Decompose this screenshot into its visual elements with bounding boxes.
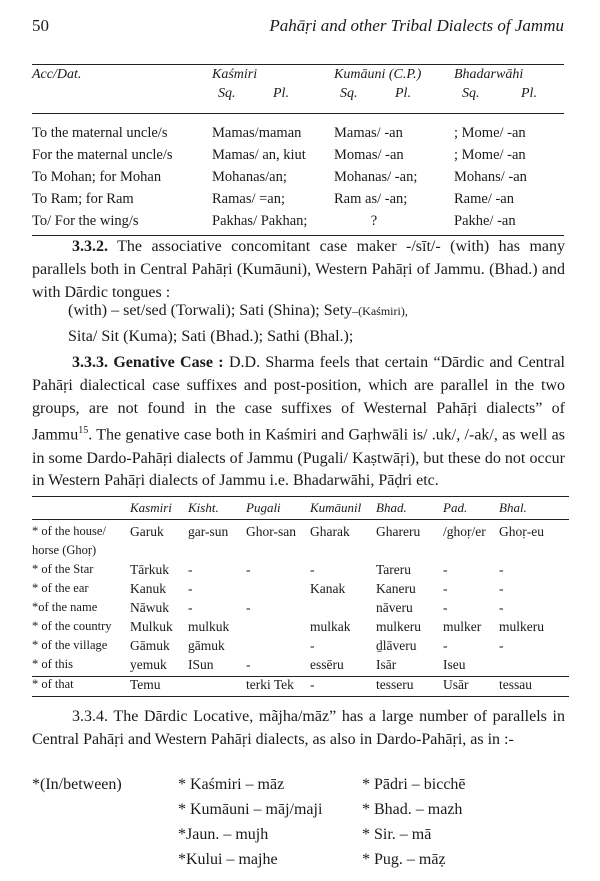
table-row: To Mohan; for Mohan Mohanas/an; Mohanas/ -an; Mohans/ -an xyxy=(32,168,527,185)
sub-sg: Sq. xyxy=(340,85,358,101)
locative-label: *(In/between) xyxy=(32,776,122,793)
acc-dat-table xyxy=(32,64,564,236)
example-line-2: Sita/ Sit (Kuma); Sati (Bhad.); Sathi (Bhal.); xyxy=(68,328,354,345)
sub-sg: Sq. xyxy=(462,85,480,101)
locative-item: * Bhad. – mazh xyxy=(362,801,463,818)
table-row: *of the name Nāwuk - - nāveru - - xyxy=(32,600,504,615)
locative-item: * Sir. – mā xyxy=(362,826,432,843)
table2-head: Kumāunil xyxy=(310,500,362,515)
table1-head-case: Acc/Dat. xyxy=(32,66,82,82)
table2-head: Kisht. xyxy=(188,500,219,515)
section-number: 3.3.4. xyxy=(72,708,108,725)
section-heading: Genative Case : xyxy=(113,354,224,371)
table1-head-kumauni: Kumāuni (C.P.) xyxy=(334,66,422,82)
section-number: 3.3.2. xyxy=(72,238,108,255)
sub-sg: Sq. xyxy=(218,85,236,101)
table-row: horse (Ghoṛ) xyxy=(32,543,97,557)
running-title: Pahāṛi and other Tribal Dialects of Jammu xyxy=(269,16,564,35)
sub-pl: Pl. xyxy=(521,85,537,101)
table-row: * of the village Gāmuk gāmuk - ḏlāveru - - xyxy=(32,638,504,653)
table1-sub-kasmiri xyxy=(212,84,334,114)
paragraph-text: The associative concomitant case maker -/sīt/- (with) has many parallels both in Central Pahāṛi (Kumāuni), Western Pahāṛi of Jammu. (Bhad.) and with Dārdic tongues : xyxy=(32,238,565,301)
section-number: 3.3.3. xyxy=(72,354,108,371)
page-number: 50 xyxy=(32,16,49,35)
page-header xyxy=(32,16,564,42)
locative-item: * Pug. – māẓ xyxy=(362,851,446,868)
table-row: * of the house/ Garuk gar-sun Ghor-san Gharak Ghareru /ghoṛ/er Ghoṛ-eu xyxy=(32,524,544,539)
sub-pl: Pl. xyxy=(273,85,289,101)
locative-item: * Kaśmiri – māz xyxy=(178,776,285,793)
table-row: * of the country Mulkuk mulkuk mulkak mulkeru mulker mulkeru xyxy=(32,619,544,634)
table2-head: Bhad. xyxy=(376,500,407,515)
table1-head-kasmiri: Kaśmiri xyxy=(212,66,258,82)
table2-head: Pad. xyxy=(443,500,468,515)
example-line-1: (with) – set/sed (Torwali); Sati (Shina); Sety–(Kaśmiri), xyxy=(68,302,408,319)
table-row: * of that Temu terki Tek - tesseru Usār tessau xyxy=(32,677,569,697)
table2-head: Bhal. xyxy=(499,500,527,515)
table-row: For the maternal uncle/s Mamas/ an, kiut Momas/ -an ; Mome/ -an xyxy=(32,146,526,163)
table-row: To the maternal uncle/s Mamas/maman Mamas/ -an ; Mome/ -an xyxy=(32,124,526,141)
table-row: * of the ear Kanuk - Kanak Kaneru - - xyxy=(32,581,504,596)
table1-sub-bhadarwahi xyxy=(454,84,564,114)
paragraph-3-3-2 xyxy=(32,236,565,304)
footnote-ref: 15 xyxy=(78,425,89,437)
paragraph-text: The Dārdic Locative, mãjha/māz” has a large number of parallels in Central Pahāṛi and Western Pahāṛi dialects, as also in Dardo-Pahāṛi, as in :- xyxy=(32,708,566,748)
table2-head: Pugali xyxy=(246,500,281,515)
locative-item: *Jaun. – mujh xyxy=(178,826,269,843)
table-row: * of the Star Tārkuk - - - Tareru - - xyxy=(32,562,504,577)
table1-sub-kumauni xyxy=(334,84,454,114)
paragraph-text-a: D.D. Sharma feels that certain “Dārdic and Central Pahāṛi dialectical case suffixes and post-position, which are parallel in the two groups, are not found in the case suffixes of Westernal Pahāṛi dialects” of Jammu xyxy=(32,354,566,444)
paragraph-3-3-4 xyxy=(32,706,565,752)
table1-head-bhadarwahi: Bhadarwāhi xyxy=(454,66,524,82)
table2-head: Kasmiri xyxy=(130,500,172,515)
genitive-table xyxy=(32,496,569,697)
table-row: To Ram; for Ram Ramas/ =an; Ram as/ -an; Rame/ -an xyxy=(32,190,514,207)
locative-item: * Pādri – bicchē xyxy=(362,776,466,793)
locative-item: * Kumāuni – māj/maji xyxy=(178,801,323,818)
paragraph-3-3-3 xyxy=(32,352,565,493)
locative-item: *Kului – majhe xyxy=(178,851,278,868)
paragraph-text-b: . The genative case both in Kaśmiri and Gaṛhwāli is/ .uk/, /-ak/, as well as in some Dardo-Pahāṛi dialects of Jammu (Pugali/ Kaṣtwāṛi), but these do not occur in Western Pahāṛi dialects of Jammu i.e. Bhadarwāhi, Pāḍri etc. xyxy=(32,426,565,490)
table-row: To/ For the wing/s Pakhas/ Pakhan; ? Pakhe/ -an xyxy=(32,210,564,236)
sub-pl: Pl. xyxy=(395,85,411,101)
table-row: * of this yemuk ISun - essēru Isār Iseu xyxy=(32,657,466,672)
